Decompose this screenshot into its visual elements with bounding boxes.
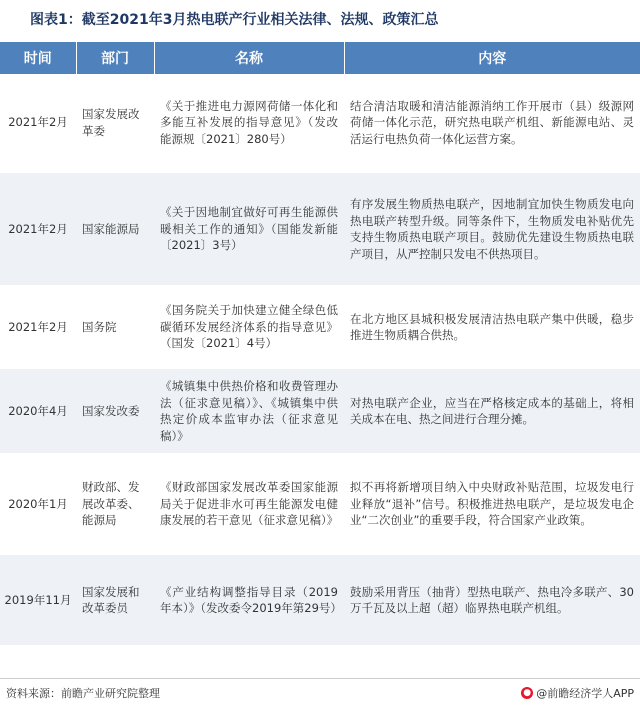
- policy-table: [0, 42, 640, 647]
- brand-text: @前瞻经济学人APP: [536, 687, 634, 700]
- cell-name: 《财政部国家发展改革委国家能源局关于促进非水可再生能源发电健康发展的若干意见（征求意见稿）》: [154, 454, 344, 554]
- source-note: 资料来源：前瞻产业研究院整理: [6, 687, 160, 700]
- cell-dept: 国家发改委: [76, 368, 154, 454]
- cell-time: 2021年2月: [0, 286, 76, 368]
- table-row: [0, 554, 640, 646]
- cell-dept: 国家发展和改革委员: [76, 554, 154, 646]
- cell-content: 有序发展生物质热电联产，因地制宜加快生物质发电向热电联产转型升级。同等条件下，生物质发电补贴优先支持生物质热电联产项目。鼓励优先建设生物质热电联产项目，从严控制只发电不供热项目。: [344, 172, 640, 286]
- cell-time: 2020年4月: [0, 368, 76, 454]
- cell-dept: 国家能源局: [76, 172, 154, 286]
- cell-dept: 国家发展改革委: [76, 74, 154, 172]
- cell-content: 对热电联产企业，应当在严格核定成本的基础上，将相关成本在电、热之间进行合理分摊。: [344, 368, 640, 454]
- table-row: [0, 286, 640, 368]
- header-dept: 部门: [76, 42, 154, 74]
- brand-credit: [521, 685, 634, 701]
- cell-name: 《关于因地制宜做好可再生能源供暖相关工作的通知》（国能发新能〔2021〕3号）: [154, 172, 344, 286]
- table-row: [0, 454, 640, 554]
- table-row: [0, 368, 640, 454]
- cell-dept: 国务院: [76, 286, 154, 368]
- cell-name: 《城镇集中供热价格和收费管理办法（征求意见稿）》、《城镇集中供热定价成本监审办法（征求意见稿）》: [154, 368, 344, 454]
- weibo-icon: ●: [521, 687, 533, 699]
- figure-title: 图表1：截至2021年3月热电联产行业相关法律、法规、政策汇总: [30, 12, 439, 28]
- cell-content: 结合清洁取暖和清洁能源消纳工作开展市（县）级源网荷储一体化示范，研究热电联产机组、新能源电站、灵活运行电热负荷一体化运营方案。: [344, 74, 640, 172]
- cell-time: 2021年2月: [0, 172, 76, 286]
- table-row: [0, 172, 640, 286]
- cell-name: 《国务院关于加快建立健全绿色低碳循环发展经济体系的指导意见》（国发〔2021〕4号）: [154, 286, 344, 368]
- table-row: [0, 74, 640, 172]
- cell-dept: 财政部、发展改革委、能源局: [76, 454, 154, 554]
- header-time: 时间: [0, 42, 76, 74]
- cell-name: 《关于推进电力源网荷储一体化和多能互补发展的指导意见》（发改能源规〔2021〕280号）: [154, 74, 344, 172]
- cell-name: 《产业结构调整指导目录（2019年本）》（发改委令2019年第29号）: [154, 554, 344, 646]
- cell-content: 在北方地区县城积极发展清洁热电联产集中供暖，稳步推进生物质耦合供热。: [344, 286, 640, 368]
- cell-time: 2021年2月: [0, 74, 76, 172]
- cell-time: 2020年1月: [0, 454, 76, 554]
- cell-time: 2019年11月: [0, 554, 76, 646]
- cell-content: 拟不再将新增项目纳入中央财政补贴范围，垃圾发电行业释放“退补”信号。积极推进热电联产，是垃圾发电企业“二次创业”的重要手段，符合国家产业政策。: [344, 454, 640, 554]
- cell-content: 鼓励采用背压（抽背）型热电联产、热电冷多联产、30万千瓦及以上超（超）临界热电联产机组。: [344, 554, 640, 646]
- header-content: 内容: [344, 42, 640, 74]
- header-name: 名称: [154, 42, 344, 74]
- footer: [0, 678, 640, 702]
- table-header-row: [0, 42, 640, 74]
